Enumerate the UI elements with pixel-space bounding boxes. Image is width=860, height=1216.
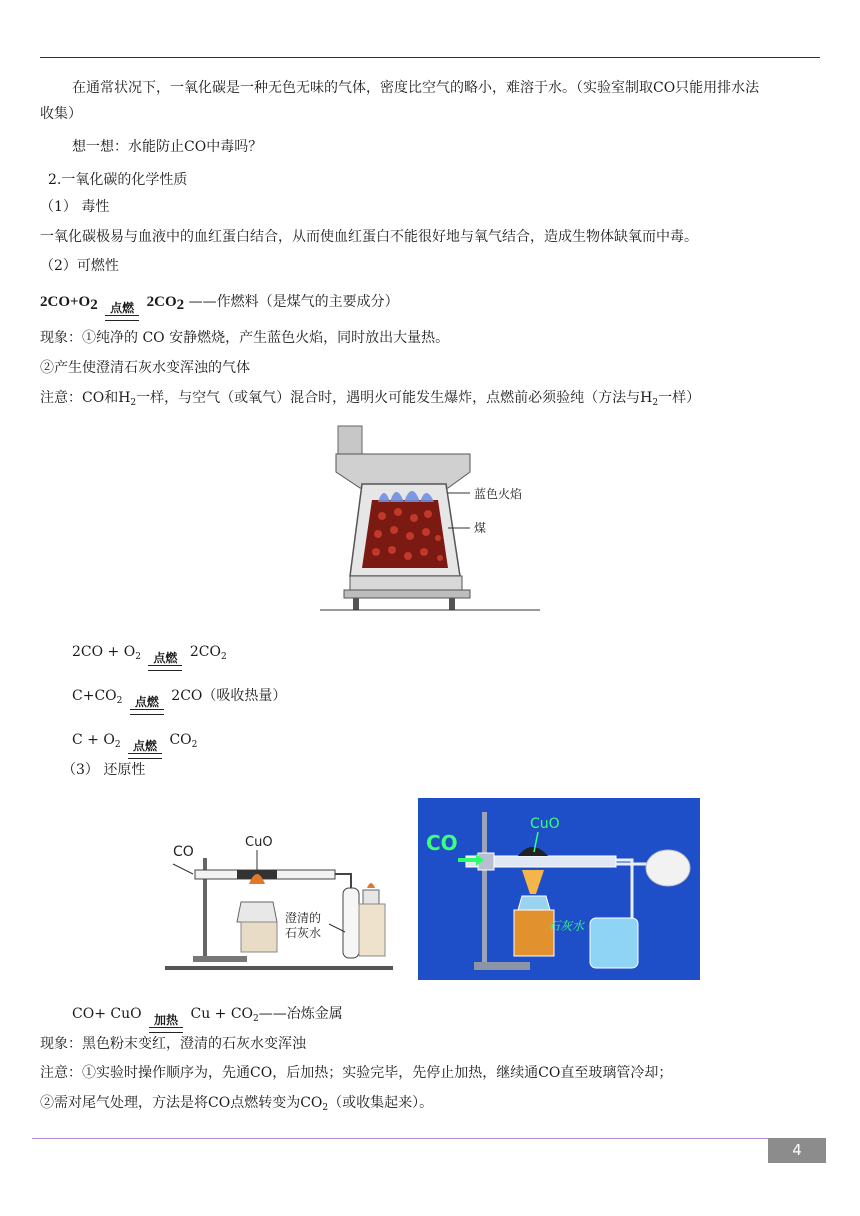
label-blue-flame: 蓝色火焰	[474, 487, 523, 501]
label-limewater-green: 石灰水	[548, 919, 585, 933]
coal-stove-figure	[320, 418, 540, 614]
note-explosion: 注意：CO和$H_2$一样，与空气（或氧气）混合时，遇明火可能发生爆炸，点燃前必须验纯（方法与$H_2$一样）	[40, 390, 701, 408]
equation-condition: 点燃	[105, 302, 139, 321]
phenomenon-3: 现象：黑色粉末变红，澄清的石灰水变浑浊	[40, 1036, 306, 1052]
reduction-apparatus-color-figure	[418, 798, 700, 980]
heading-toxicity: （1） 毒性	[40, 199, 110, 215]
label-limewater-2: 石灰水	[285, 926, 322, 940]
note-tail-gas: ②需对尾气处理，方法是将CO点燃转变为$CO_2$（或收集起来）。	[40, 1095, 434, 1113]
note-operation-order: 注意：①实验时操作顺序为，先通CO，后加热；实验完毕，先停止加热，继续通CO直至玻璃管冷却；	[40, 1065, 673, 1081]
footer-rule	[32, 1138, 768, 1139]
phenomenon-1: 现象：①纯净的 CO 安静燃烧，产生蓝色火焰，同时放出大量热。	[40, 330, 450, 346]
label-co: CO	[173, 844, 194, 860]
equation-co-cuo: CO+ CuO 加热 $Cu + CO_2——$冶炼金属	[72, 1004, 852, 1033]
paragraph-toxicity: 一氧化碳极易与血液中的血红蛋白结合，从而使血红蛋白不能很好地与氧气结合，造成生物体缺氧而中毒。	[40, 229, 698, 245]
think-question: 想一想：水能防止CO中毒吗？	[72, 139, 263, 155]
section-heading-chemical-properties: 2.一氧化碳的化学性质	[48, 172, 188, 188]
equation-c-o2: $C + O_2$ 点燃 $CO_2$	[72, 730, 852, 759]
header-rule	[40, 57, 820, 58]
label-cuo: CuO	[245, 835, 273, 850]
reduction-apparatus-figure	[165, 828, 393, 972]
phenomenon-2: ②产生使澄清石灰水变浑浊的气体	[40, 360, 250, 376]
heading-reducibility: （3） 还原性	[62, 762, 146, 778]
label-co-green: CO	[426, 831, 458, 855]
paragraph-properties: 在通常状况下，一氧化碳是一种无色无味的气体，密度比空气的略小，难溶于水。（实验室制取CO只能用排水法	[72, 80, 760, 96]
page-number: 4	[768, 1138, 826, 1163]
label-coal: 煤	[474, 521, 487, 535]
heading-flammability: （2）可燃性	[40, 258, 119, 274]
equation-co-combustion: $2CO + O_2$ 点燃 $2CO_2$	[72, 642, 852, 671]
label-cuo-green: CuO	[530, 816, 560, 832]
paragraph-properties-cont: 收集）	[40, 106, 82, 122]
equation-c-co2: $C+CO_2$ 点燃 2CO（吸收热量）	[72, 686, 852, 715]
equation-combustion-bold: 2CO+O2 点燃 2CO2 ——作燃料（是煤气的主要成分）	[40, 292, 820, 321]
label-limewater-1: 澄清的	[285, 911, 322, 925]
